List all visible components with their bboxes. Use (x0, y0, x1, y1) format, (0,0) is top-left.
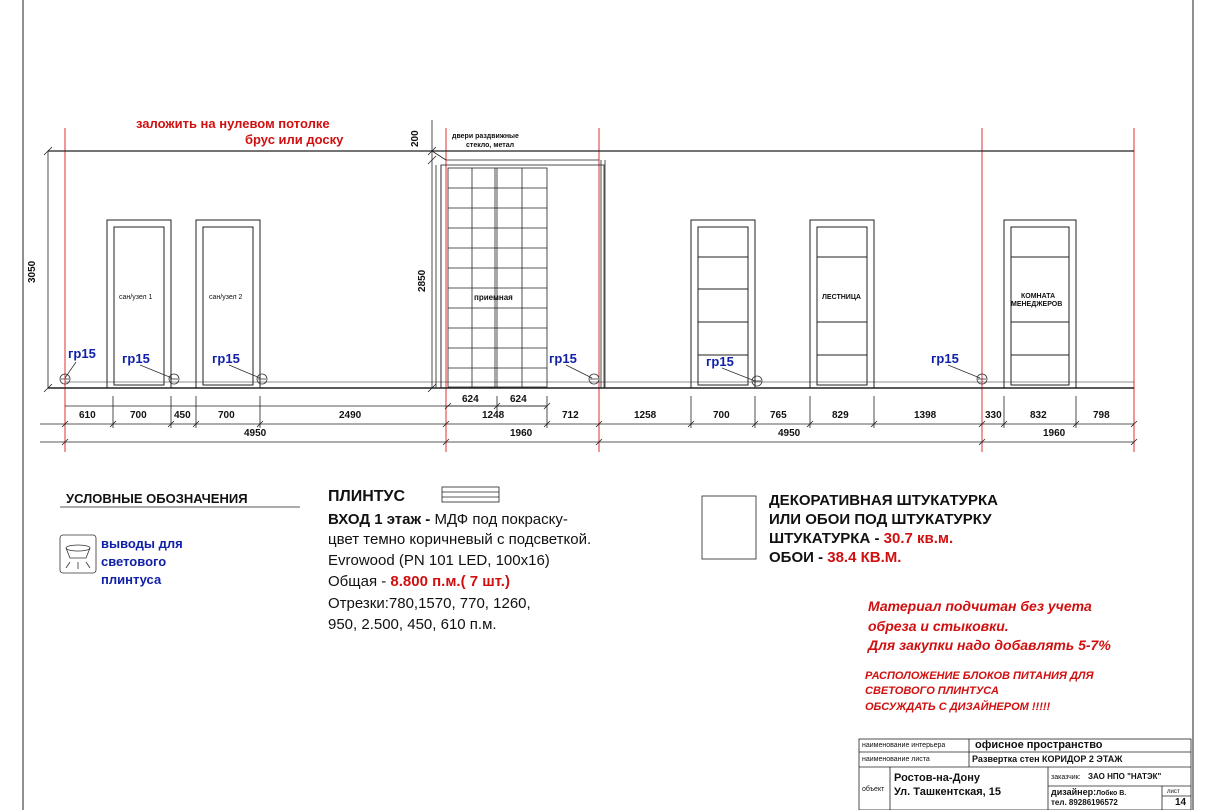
dim-2850-label: 2850 (417, 269, 428, 292)
dim-label: 610 (79, 410, 96, 421)
decor-plaster-value: 30.7 кв.м. (879, 530, 954, 547)
room-label-wc2: сан/узел 2 (209, 294, 243, 301)
dim-label: 1960 (510, 428, 533, 439)
dim-3050-label: 3050 (27, 260, 38, 283)
plinth-symbol (442, 487, 499, 502)
room-label-wc1: сан/узел 1 (119, 294, 153, 301)
plinth-entry-label: ВХОД 1 этаж - (328, 511, 431, 528)
tb-client-value: ЗАО НПО "НАТЭК" (1088, 772, 1162, 781)
tb-interior-label: наименование интерьера (862, 742, 946, 749)
tb-sheet-no: 14 (1175, 797, 1187, 808)
decor-line2: ИЛИ ОБОИ ПОД ШТУКАТУРКУ (769, 511, 992, 528)
material-note-3: Для закупки надо добавлять 5-7% (868, 637, 1111, 653)
dim-label: 1258 (634, 410, 657, 421)
marker-gr15: гр15 (68, 346, 96, 361)
marker-gr15: гр15 (706, 354, 734, 369)
plinth-cuts-1: Отрезки:780,1570, 770, 1260, (328, 595, 531, 612)
decor-symbol (702, 496, 756, 559)
material-note-2: обреза и стыковки. (868, 618, 1009, 634)
decor-line3 (769, 531, 953, 546)
tb-object-city: Ростов-на-Дону (894, 772, 981, 784)
glass-door-label-1: двери раздвижные (452, 133, 519, 140)
dim-3050 (44, 147, 52, 392)
dim-2850 (428, 120, 446, 392)
dim-label: 700 (218, 410, 235, 421)
tb-sheet-label: наименование листа (862, 756, 930, 763)
tb-designer-value: Лобко В. (1096, 790, 1127, 797)
room-label-managers-1: КОМНАТА (1021, 293, 1056, 300)
dim-label: 2490 (339, 410, 362, 421)
legend-title: УСЛОВНЫЕ ОБОЗНАЧЕНИЯ (66, 491, 248, 506)
door-stairs (810, 220, 874, 388)
dim-label: 1960 (1043, 428, 1066, 439)
power-note-1: РАСПОЛОЖЕНИЕ БЛОКОВ ПИТАНИЯ ДЛЯ (865, 670, 1094, 682)
power-note-3: ОБСУЖДАТЬ С ДИЗАЙНЕРОМ !!!!! (865, 701, 1051, 713)
tb-interior-value: офисное пространство (975, 739, 1103, 751)
legend-item-line1: выводы для (101, 536, 183, 551)
plinth-total-label: Общая - (328, 573, 387, 590)
decor-line4 (769, 550, 901, 565)
tb-phone: тел. 89286196572 (1051, 798, 1118, 807)
dim-label: 450 (174, 410, 191, 421)
decor-plaster-label: ШТУКАТУРКА - (769, 530, 880, 547)
wall-outline (48, 151, 1134, 388)
tb-sheet-no-label: лист (1167, 789, 1180, 795)
dim-label: 700 (130, 410, 147, 421)
decor-wallpaper-value: 38.4 КВ.М. (823, 549, 902, 566)
dim-label: 829 (832, 410, 849, 421)
dim-label: 832 (1030, 410, 1047, 421)
tb-designer (1051, 788, 1126, 797)
dim-label: 624 (510, 394, 527, 405)
light-outlets (60, 362, 987, 386)
plinth-total-value: 8.800 п.м.( 7 шт.) (386, 573, 510, 590)
dim-label: 1248 (482, 410, 505, 421)
dim-200-label: 200 (410, 130, 421, 147)
plinth-line3: Evrowood (PN 101 LED, 100x16) (328, 552, 550, 569)
decor-wallpaper-label: ОБОИ - (769, 549, 824, 566)
dim-label: 765 (770, 410, 787, 421)
glass-sliding-door (436, 160, 605, 388)
tb-designer-label: дизайнер: (1051, 787, 1097, 797)
marker-gr15: гр15 (931, 351, 959, 366)
plinth-title: ПЛИНТУС (328, 488, 406, 505)
note-top-line1: заложить на нулевом потолке (136, 116, 330, 131)
tb-client-label: заказчик: (1051, 774, 1081, 781)
light-outlet-icon (752, 376, 762, 386)
glass-door-label-2: стекло, метал (466, 142, 515, 149)
light-outlet-icon (257, 374, 267, 384)
plinth-total (328, 574, 510, 589)
room-label-managers-2: МЕНЕДЖЕРОВ (1011, 301, 1063, 308)
dim-label: 700 (713, 410, 730, 421)
decor-line1: ДЕКОРАТИВНАЯ ШТУКАТУРКА (769, 492, 998, 509)
dim-label: 624 (462, 394, 479, 405)
plinth-line2: цвет темно коричневый с подсветкой. (328, 531, 592, 548)
light-outlet-icon (589, 374, 599, 384)
section-lines (65, 128, 1134, 452)
marker-gr15: гр15 (549, 351, 577, 366)
room-label-stairs: ЛЕСТНИЦА (822, 294, 861, 301)
dim-label: 4950 (244, 428, 267, 439)
light-outlet-icon (169, 374, 179, 384)
legend-item-line3: плинтуса (101, 572, 162, 587)
power-note-2: СВЕТОВОГО ПЛИНТУСА (865, 685, 999, 697)
marker-gr15: гр15 (122, 351, 150, 366)
legend-item-line2: светового (101, 554, 167, 569)
marker-gr15: гр15 (212, 351, 240, 366)
dim-label: 4950 (778, 428, 801, 439)
plinth-entry-text: МДФ под покраску- (430, 511, 568, 528)
plinth-entry (328, 512, 568, 527)
dim-label: 798 (1093, 410, 1110, 421)
tb-sheet-value: Развертка стен КОРИДОР 2 ЭТАЖ (972, 754, 1123, 764)
tb-object-label: объект (862, 786, 885, 793)
legend-ceiling-light-icon (60, 535, 96, 573)
dims-horizontal (40, 396, 1137, 445)
material-note-1: Материал подчитан без учета (868, 598, 1092, 614)
room-label-reception: приемная (474, 293, 513, 302)
dim-label: 330 (985, 410, 1002, 421)
dim-label: 712 (562, 410, 579, 421)
note-top-line2: брус или доску (245, 132, 344, 147)
plinth-cuts-2: 950, 2.500, 450, 610 п.м. (328, 616, 497, 633)
tb-object-street: Ул. Ташкентская, 15 (894, 786, 1001, 798)
dim-label: 1398 (914, 410, 937, 421)
